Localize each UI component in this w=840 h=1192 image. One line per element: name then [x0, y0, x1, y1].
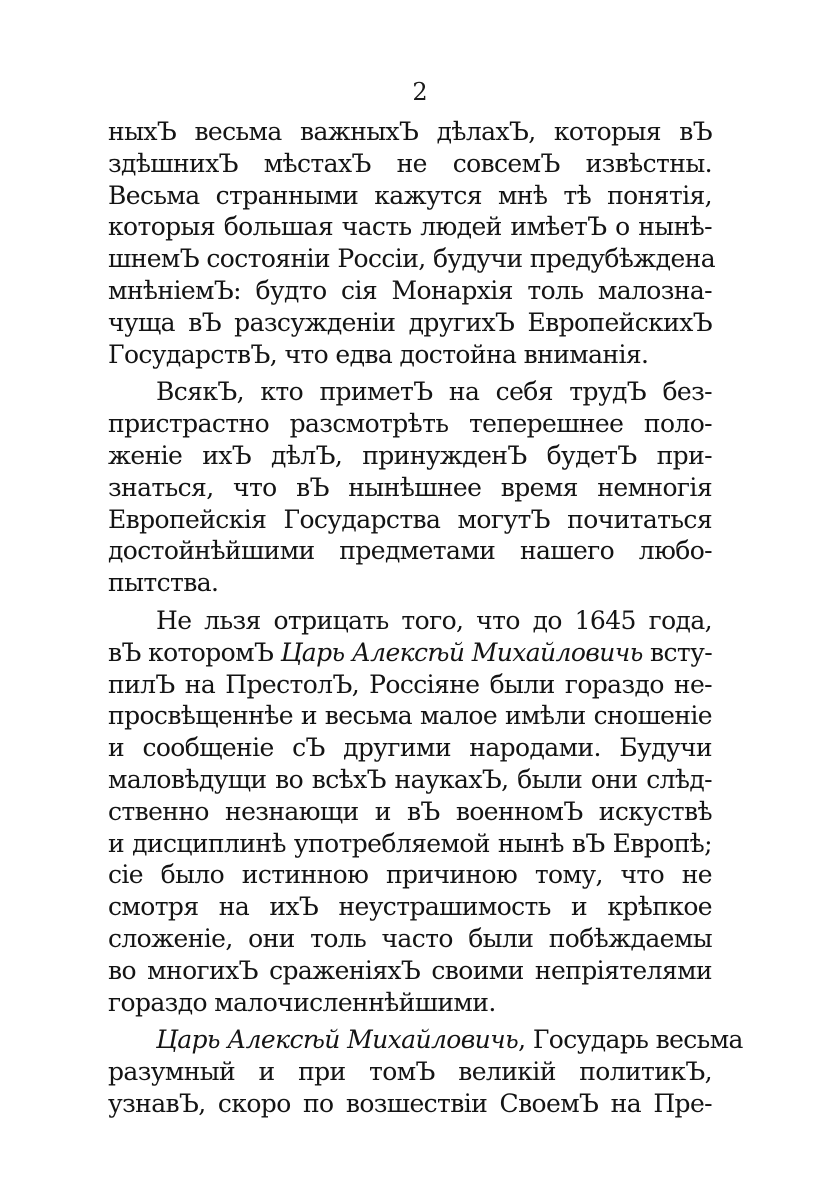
text-line: женіе ихЪ дѣлЪ, принужденЪ будетЪ при-: [108, 440, 712, 470]
text-line: ГосударствЪ, что едва достойна вниманія.: [108, 339, 649, 369]
paragraph-4: [108, 1024, 743, 1119]
text-line: смотря на ихЪ неустрашимость и крѣпкое: [108, 892, 712, 922]
text-line: пытства.: [108, 568, 219, 598]
text-line: знаться, что вЪ нынѣшнее время немногія: [108, 472, 712, 502]
text-line: маловѣдущи во всѣхЪ наукахЪ, были они слѣд-: [108, 764, 712, 794]
text-line: и сообщеніе сЪ другими народами. Будучи: [108, 733, 712, 763]
text-line: гораздо малочисленнѣйшими.: [108, 987, 496, 1017]
paragraph-3: [108, 605, 712, 1018]
text-line: Весьма странными кажутся мнѣ тѣ понятія,: [108, 180, 712, 210]
text-line: просвѣщеннѣе и весьма малое имѣли сношеніе: [108, 701, 712, 731]
text-line: во многихЪ сраженіяхЪ своими непріятелями: [108, 955, 712, 985]
text-line: ныхЪ весьма важныхЪ дѣлахЪ, которыя вЪ: [108, 117, 712, 146]
paragraph-2: [108, 376, 712, 599]
text-line: которыя большая часть людей имѣетЪ о нынѣ-: [108, 212, 712, 242]
text-line: чуща вЪ разсужденіи другихЪ ЕвропейскихЪ: [108, 307, 712, 337]
text-line: ВсякЪ, кто приметЪ на себя трудЪ без-: [156, 377, 712, 407]
text-line: пилЪ на ПрестолЪ, Россіяне были гораздо не-: [108, 669, 712, 699]
text-line: вЪ которомЪ Царь Алексѣй Михайловичь всту-: [108, 637, 713, 667]
text-line: здѣшнихЪ мѣстахЪ не совсемЪ извѣстны.: [108, 148, 712, 178]
text-line: сложеніе, они толь часто были побѣждаемы: [108, 923, 712, 953]
text-line: достойнѣйшими предметами нашего любо-: [108, 536, 712, 566]
paragraph-1: [108, 116, 716, 370]
text-line: Европейскія Государства могутЪ почитаться: [108, 504, 712, 534]
text-line: Не льзя отрицать того, что до 1645 года,: [156, 605, 712, 635]
text-line: Царь Алексѣй Михайловичь, Государь весьма: [156, 1025, 743, 1055]
text-line: мнѣніемЪ: будто сія Монархія толь малозна-: [108, 275, 712, 305]
text-line: шнемЪ состояніи Россіи, будучи предубѣждена: [108, 244, 716, 274]
page-number: 2: [412, 78, 428, 106]
text-line: разумный и при томЪ великій политикЪ,: [108, 1057, 712, 1087]
text-line: узнавЪ, скоро по возшествіи СвоемЪ на Пре-: [108, 1088, 712, 1118]
text-line: ственно незнающи и вЪ военномЪ искуствѣ: [108, 796, 712, 826]
body-text: [108, 116, 743, 1120]
italic-name: Царь Алексѣй Михайловичь: [280, 637, 643, 667]
text-line: сіе было истинною причиною тому, что не: [108, 860, 712, 890]
text-line: и дисциплинѣ употребляемой нынѣ вЪ Европѣ;: [108, 828, 712, 858]
italic-name: Царь Алексѣй Михайловичь: [156, 1025, 519, 1055]
text-line: пристрастно разсмотрѣть теперешнее поло-: [108, 409, 712, 439]
